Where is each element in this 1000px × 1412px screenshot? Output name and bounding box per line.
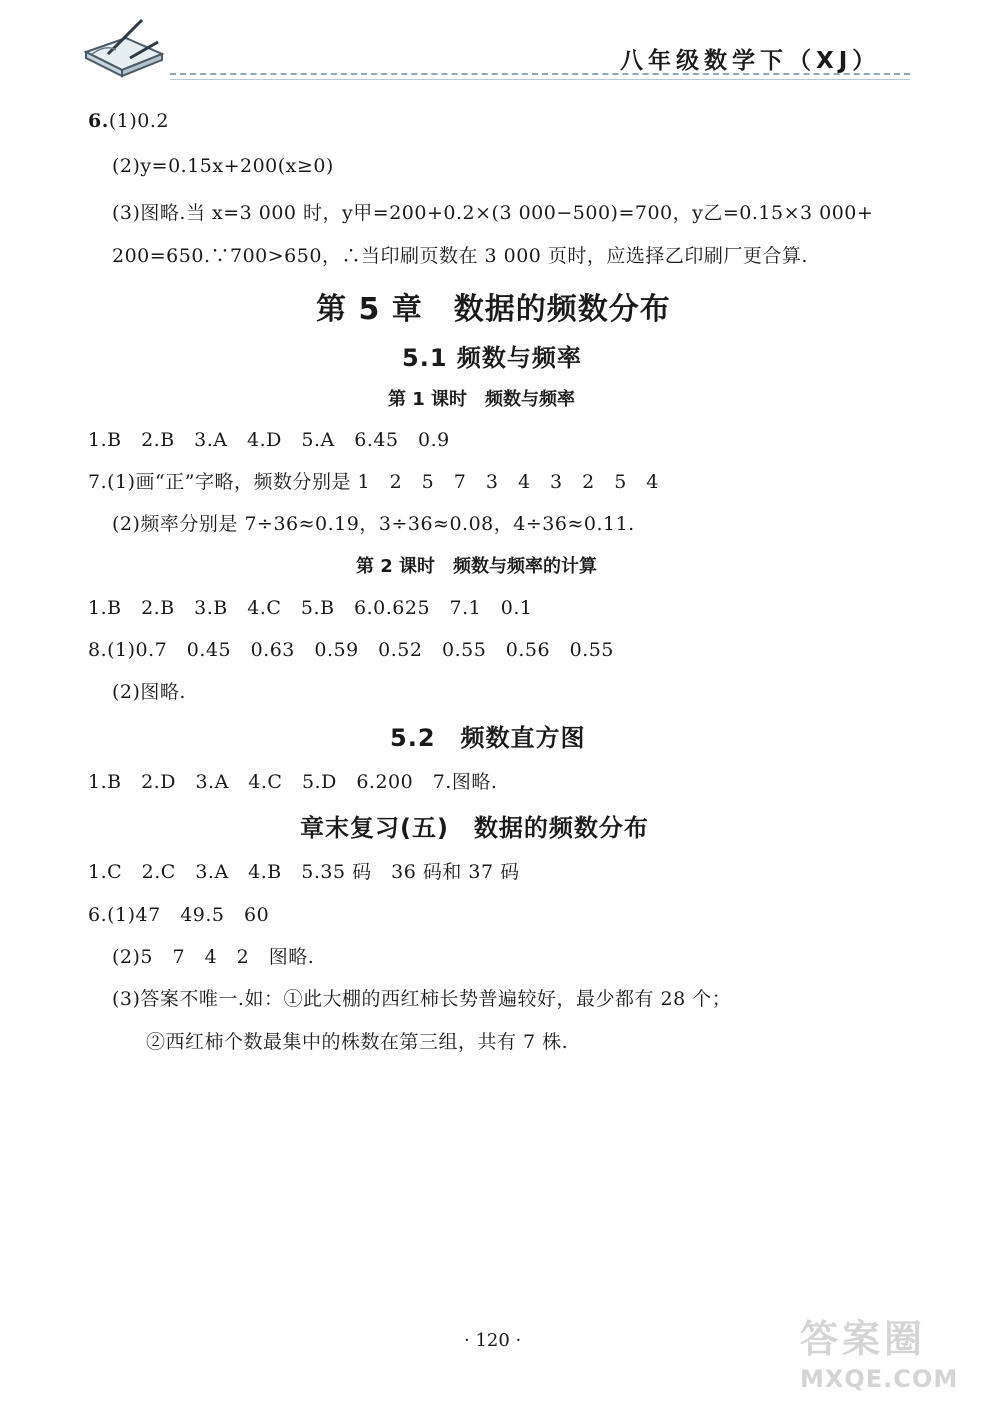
watermark-domain: MXQE.COM (800, 1365, 959, 1393)
watermark-logo (800, 1308, 958, 1393)
section-5-2-answers: 1.B 2.D 3.A 4.C 5.D 6.200 7.图略. (88, 771, 498, 793)
q6-part1 (88, 110, 169, 132)
lesson-1-q7-part2: (2)频率分别是 7÷36≈0.19，3÷36≈0.08，4÷36≈0.11. (112, 513, 635, 535)
page-number: · 120 · (464, 1330, 522, 1351)
review-title: 章末复习(五) 数据的频数分布 (300, 814, 649, 842)
header-title: 八年级数学下（XJ） (620, 48, 881, 74)
q6-part2: (2)y=0.15x+200(x≥0) (112, 155, 334, 177)
lesson-2-q8-part2: (2)图略. (112, 681, 186, 703)
review-q6-part1: 6.(1)47 49.5 60 (88, 904, 270, 926)
lesson-1-answers: 1.B 2.B 3.A 4.D 5.A 6.45 0.9 (88, 429, 450, 451)
chapter-title: 第 5 章 数据的频数分布 (316, 292, 671, 327)
review-q6-part3-line1: (3)答案不唯一.如：①此大棚的西红柿长势普遍较好，最少都有 28 个； (112, 988, 732, 1010)
watermark-text: 答案圈 (800, 1317, 927, 1361)
q6-part3-line1: (3)图略.当 x=3 000 时，y甲=200+0.2×(3 000−500)=700，y乙=0.15×3 000+ (112, 202, 874, 224)
header-rule (170, 73, 910, 75)
review-q6-part3-line2: ②西红柿个数最集中的株数在第三组，共有 7 株. (146, 1031, 569, 1053)
q6-number: 6. (88, 110, 109, 132)
lesson-1-q7-part1: 7.(1)画“正”字略，频数分别是 1 2 5 7 3 4 3 2 5 4 (88, 471, 659, 493)
header-rule-secondary (170, 79, 910, 80)
review-answers: 1.C 2.C 3.A 4.B 5.35 码 36 码和 37 码 (88, 861, 520, 883)
lesson-2-answers: 1.B 2.B 3.B 4.C 5.B 6.0.625 7.1 0.1 (88, 597, 533, 619)
review-q6-part2: (2)5 7 4 2 图略. (112, 946, 315, 968)
header-logo-icon (78, 14, 168, 84)
section-5-1-title: 5.1 频数与频率 (402, 344, 582, 372)
lesson-2-q8-part1: 8.(1)0.7 0.45 0.63 0.59 0.52 0.55 0.56 0.55 (88, 639, 614, 661)
lesson-2-title: 第 2 课时 频数与频率的计算 (356, 556, 598, 577)
lesson-1-title: 第 1 课时 频数与频率 (388, 389, 576, 410)
q6-part3-line2: 200=650.∵700>650，∴当印刷页数在 3 000 页时，应选择乙印刷厂更合算. (112, 245, 808, 267)
q6-part1-text: (1)0.2 (108, 110, 169, 132)
section-5-2-title: 5.2 频数直方图 (390, 724, 586, 752)
